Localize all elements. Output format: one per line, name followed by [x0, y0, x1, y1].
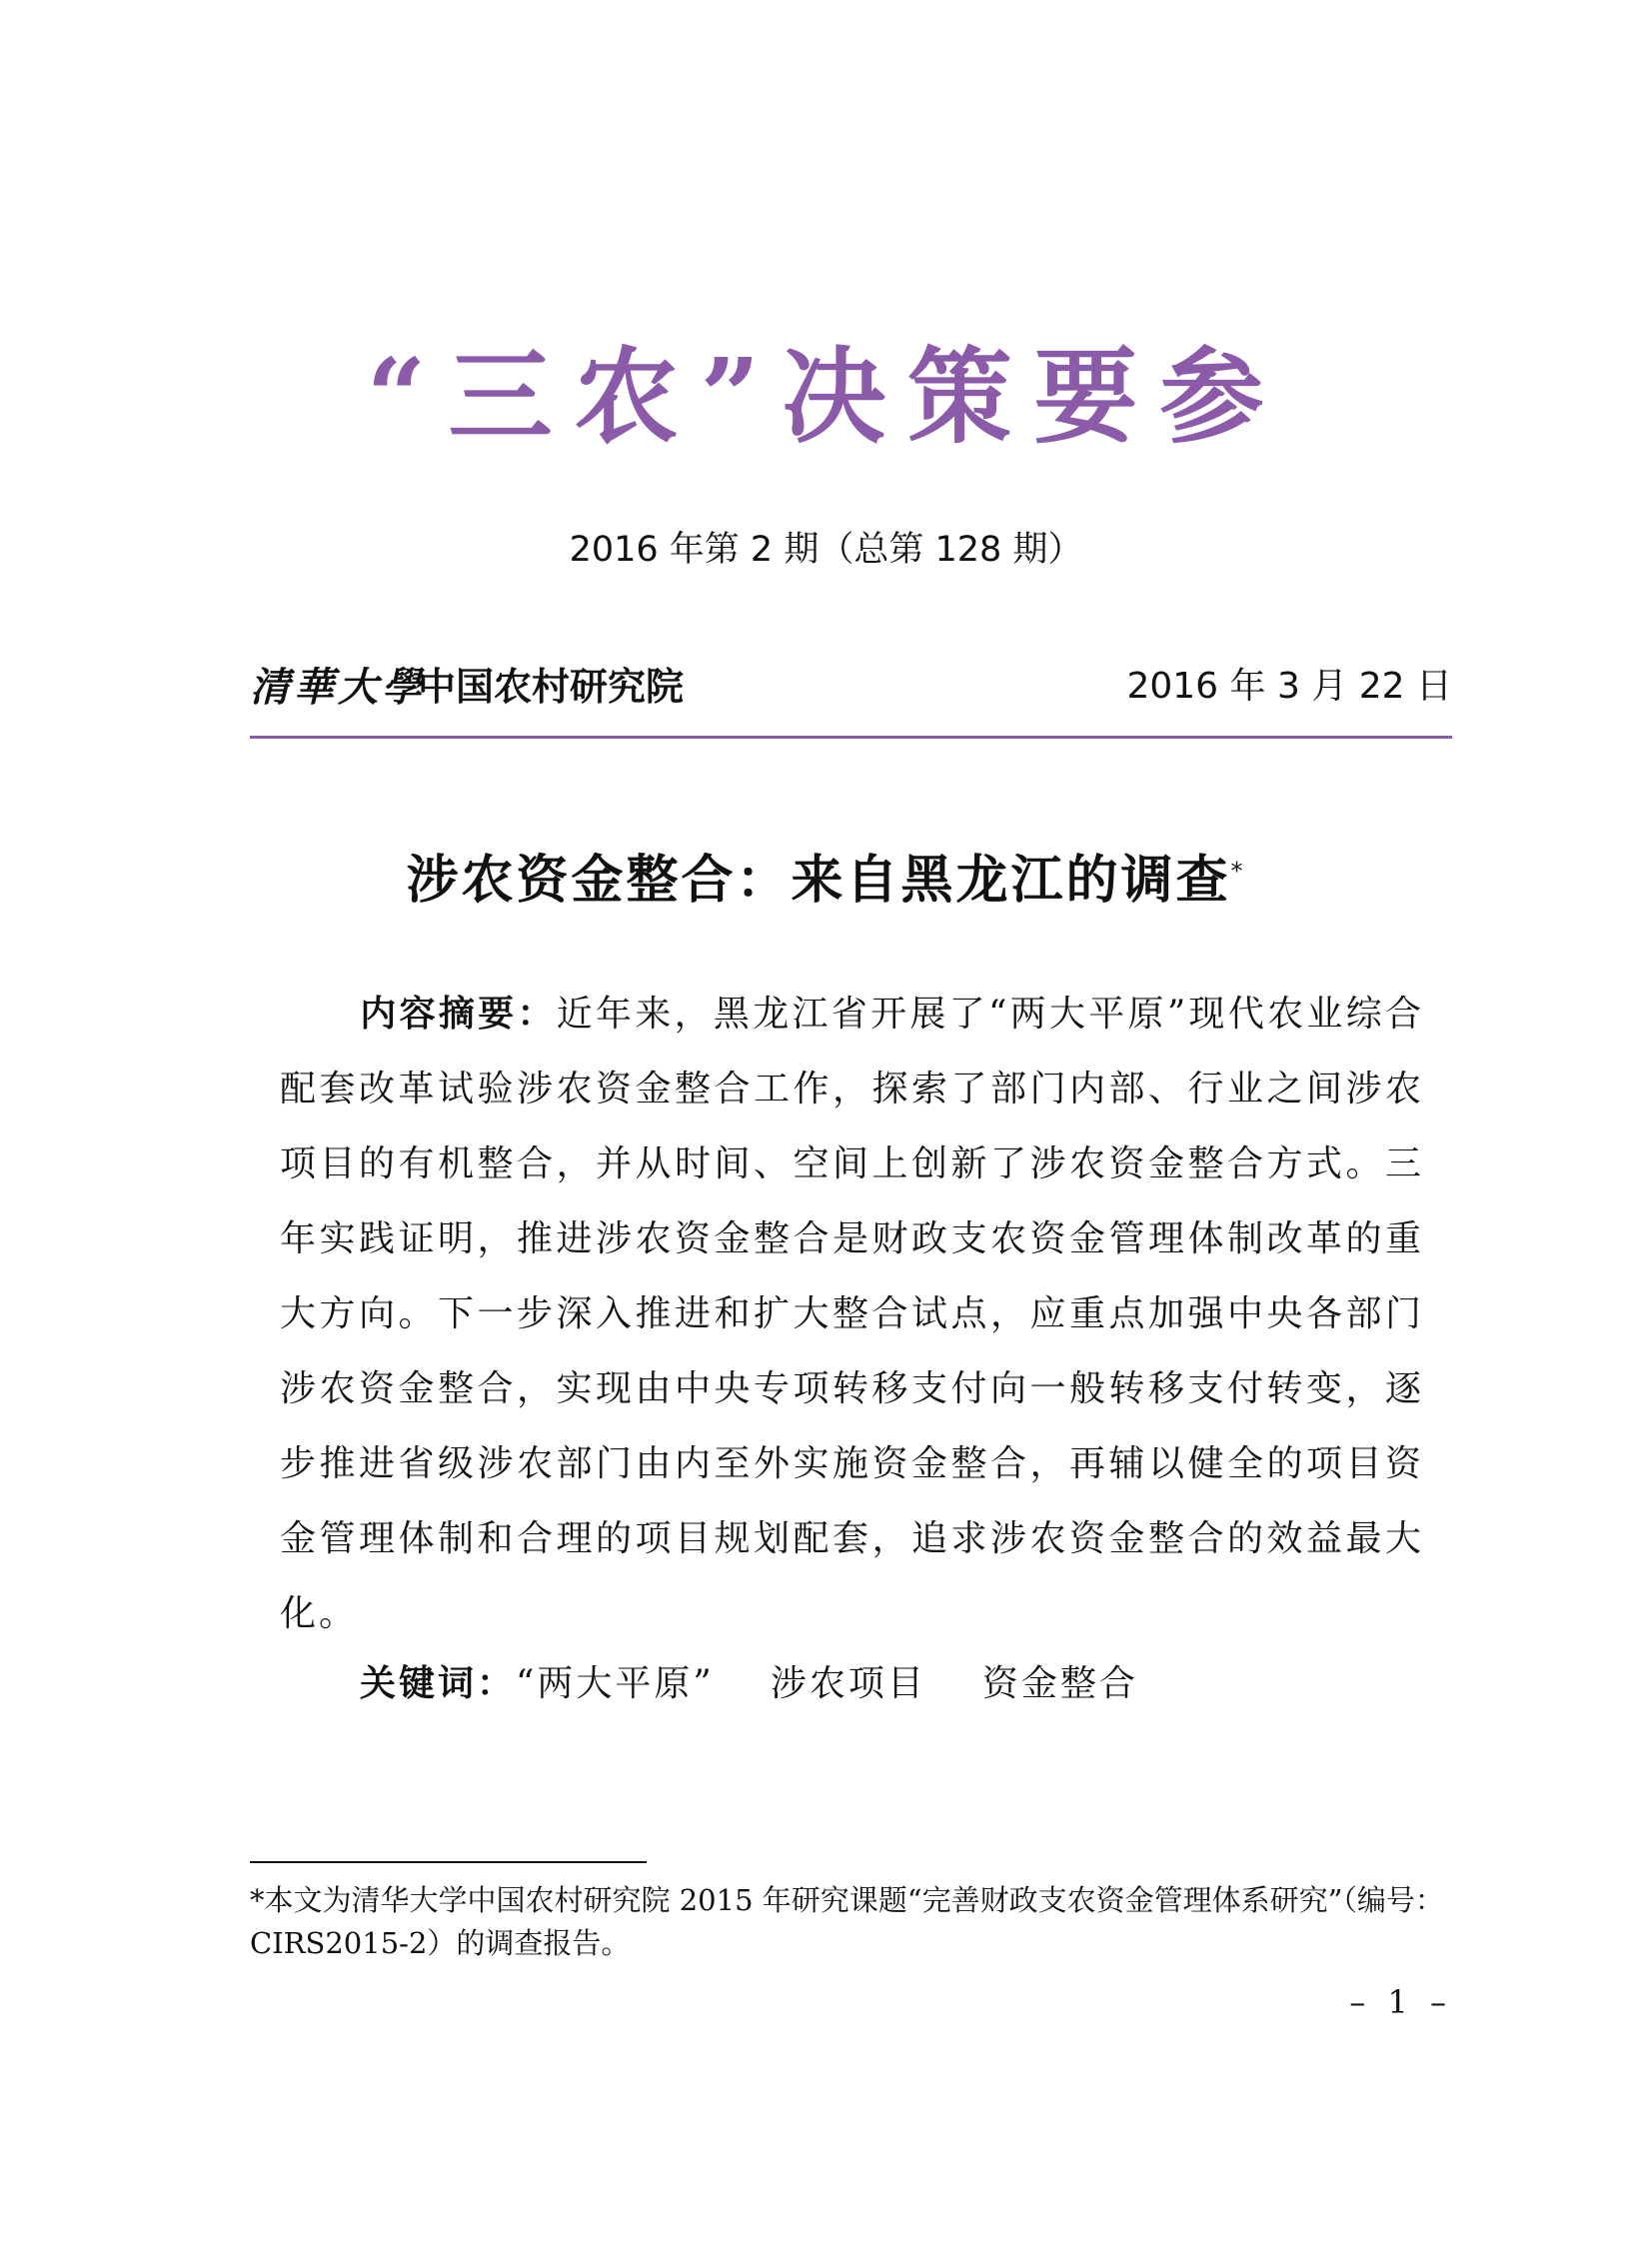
page-number: – 1 –	[1349, 1983, 1452, 2021]
university-logo: 清華大學	[250, 664, 426, 711]
masthead-title: “三农”决策要参	[366, 335, 1286, 458]
abstract-text: 近年来，黑龙江省开展了“两大平原”现代农业综合配套改革试验涉农资金整合工作，探索了部门内部、行业之间涉农项目的有机整合，并从时间、空间上创新了涉农资金整合方式。三年实践证明，推进涉农资金整合是财政支农资金管理体制改革的重大方向。下一步深入推进和扩大整合试点，应重点加强中央各部门涉农资金整合，实现由中央专项转移支付向一般转移支付转变，逐步推进省级涉农部门由内至外实施资金整合，再辅以健全的项目资金管理体制和合理的项目规划配套，追求涉农资金整合的效益最大化。	[280, 994, 1424, 1634]
footnote-divider	[250, 1861, 647, 1863]
abstract-label: 内容摘要：	[360, 994, 557, 1035]
org-line	[250, 652, 1452, 712]
abstract-paragraph	[280, 977, 1424, 1651]
publish-date: 2016 年 3 月 22 日	[1126, 666, 1452, 707]
title-footnote-mark: *	[1230, 857, 1246, 886]
keyword-item: 涉农项目	[770, 1663, 926, 1704]
article-title-text: 涉农资金整合：来自黑龙江的调查	[406, 851, 1231, 911]
footnote: *本文为清华大学中国农村研究院 2015 年研究课题“完善财政支农资金管理体系研究”（编号：CIRS2015-2）的调查报告。	[250, 1883, 1444, 1960]
keyword-item: “两大平原”	[516, 1663, 715, 1704]
issue-number: 2016 年第 2 期（总第 128 期）	[569, 530, 1083, 570]
keyword-item: 资金整合	[981, 1663, 1138, 1704]
article-title	[0, 838, 1652, 913]
keywords-line	[360, 1655, 1194, 1706]
header-divider	[250, 736, 1452, 739]
keywords-label: 关键词：	[360, 1663, 517, 1704]
institute-name: 中国农村研究院	[418, 665, 685, 709]
